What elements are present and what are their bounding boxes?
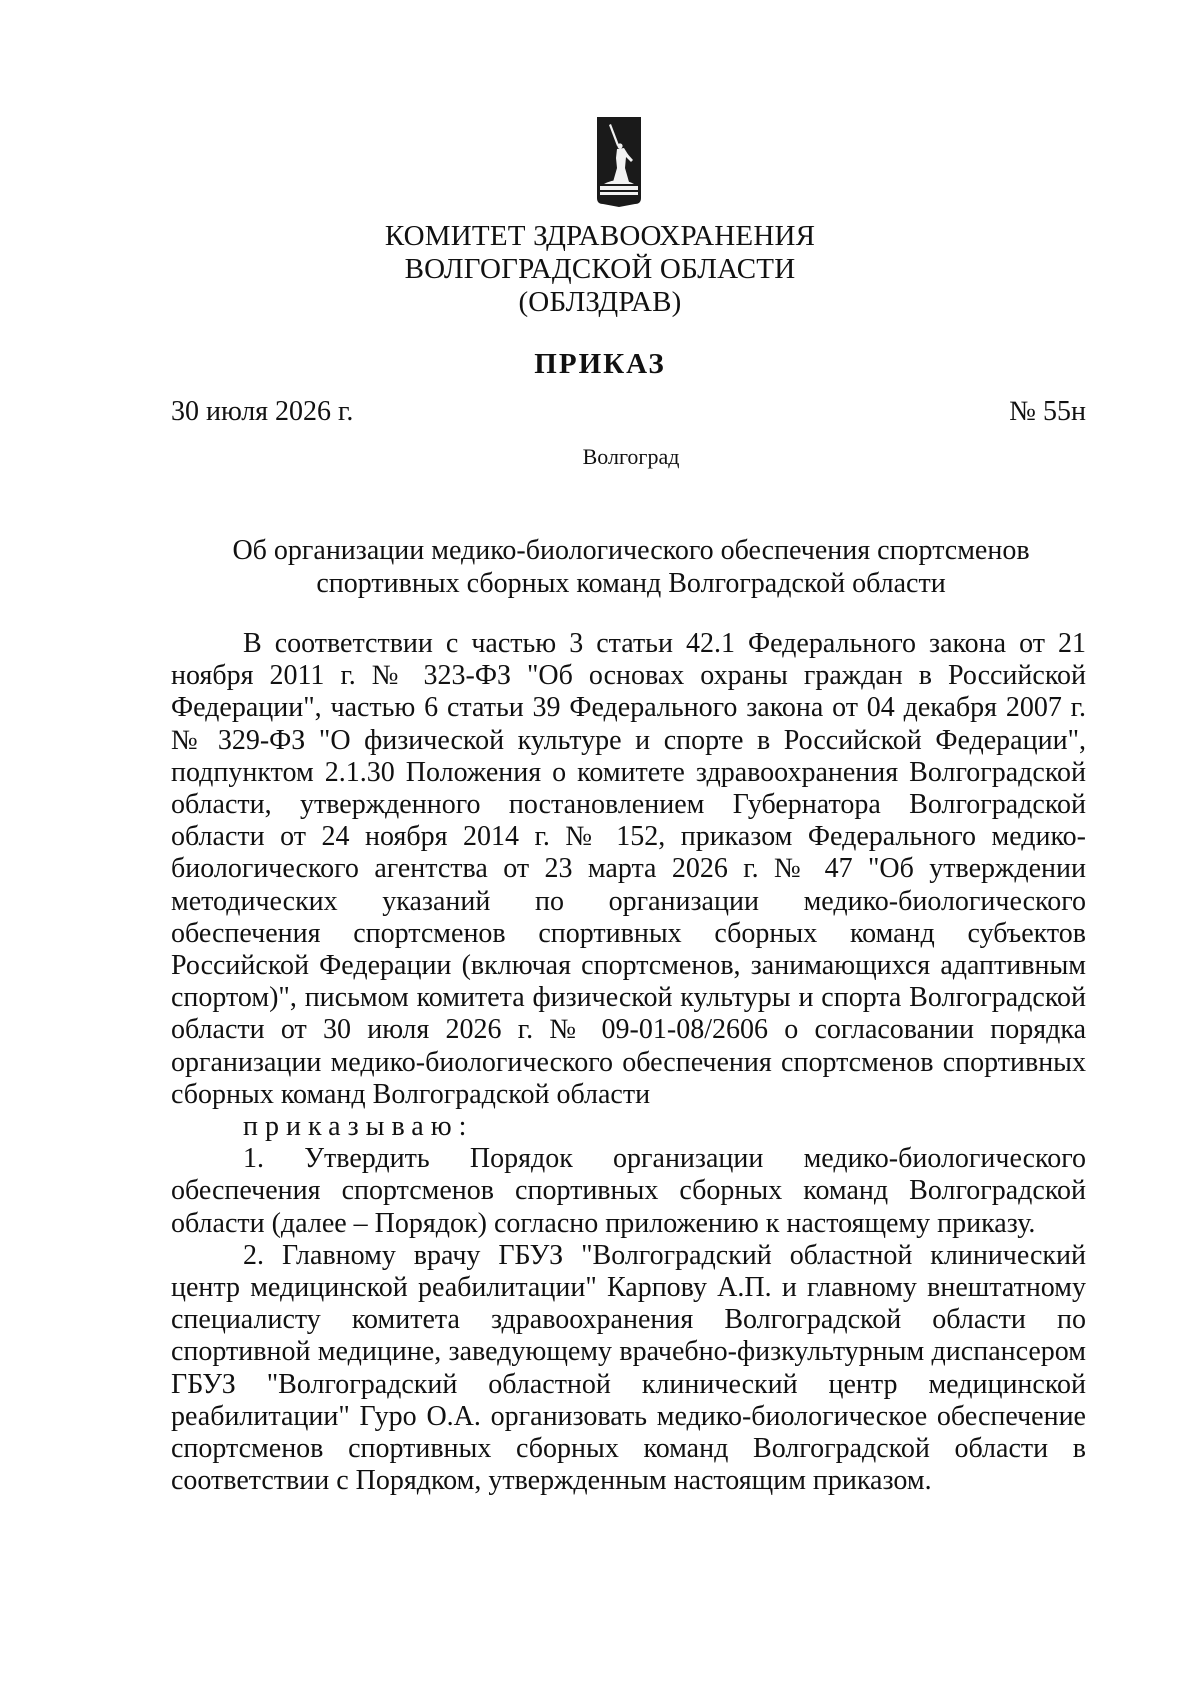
document-body (171, 628, 1086, 1497)
preamble-paragraph: В соответствии с частью 3 статьи 42.1 Федерального закона от 21 ноября 2011 г. № 323-ФЗ "Об основах охраны граждан в Российской Федерации", частью 6 статьи 39 Федерального закона от 04 декабря 2007 г. № 329-ФЗ "О физической культуре и спорте в Российской Федерации", подпунктом 2.1.30 Положения о комитете здравоохранения Волгоградской области, утвержденного постановлением Губернатора Волгоградской области от 24 ноября 2014 г. № 152, приказом Федерального медико-биологического агентства от 23 марта 2026 г. № 47 "Об утверждении методических указаний по организации медико-биологического обеспечения спортсменов спортивных сборных команд субъектов Российской Федерации (включая спортсменов, занимающихся адаптивным спортом)", письмом комитета физической культуры и спорта Волгоградской области от 30 июля 2026 г. № 09-01-08/2606 о согласовании порядка организации медико-биологического обеспечения спортсменов спортивных сборных команд Волгоградской области (171, 628, 1086, 1110)
organization-name-line-1: КОМИТЕТ ЗДРАВООХРАНЕНИЯ (384, 220, 816, 252)
document-title (0, 534, 1200, 600)
document-date: 30 июля 2026 г. (171, 396, 354, 427)
organization-name-line-2: ВОЛГОГРАДСКОЙ ОБЛАСТИ (404, 253, 796, 285)
document-city: Волгоград (582, 444, 680, 469)
document-title-line-1: Об организации медико-биологического обеспечения спортсменов (232, 535, 1030, 566)
order-item-2: 2. Главному врачу ГБУЗ "Волгоградский областной клинический центр медицинской реабилитации" Карпову А.П. и главному внештатному специалисту комитета здравоохранения Волгоградской области по спортивной медицине, заведующему врачебно-физкультурным диспансером ГБУЗ "Волгоградский областной клинический центр медицинской реабилитации" Гуро О.А. организовать медико-биологическое обеспечение спортсменов спортивных сборных команд Волгоградской области в соответствии с Порядком, утвержденным настоящим приказом. (171, 1239, 1086, 1497)
document-number: № 55н (1009, 396, 1086, 427)
document-type-heading: ПРИКАЗ (534, 348, 666, 380)
document-title-line-2: спортивных сборных команд Волгоградской области (316, 568, 946, 599)
organization-abbreviation: (ОБЛЗДРАВ) (518, 286, 682, 318)
order-word: приказываю: (243, 1111, 474, 1143)
volgograd-coat-of-arms-icon (596, 116, 642, 208)
order-item-1: 1. Утвердить Порядок организации медико-биологического обеспечения спортсменов спортивных сборных команд Волгоградской области (далее – Порядок) согласно приложению к настоящему приказу. (171, 1143, 1086, 1239)
